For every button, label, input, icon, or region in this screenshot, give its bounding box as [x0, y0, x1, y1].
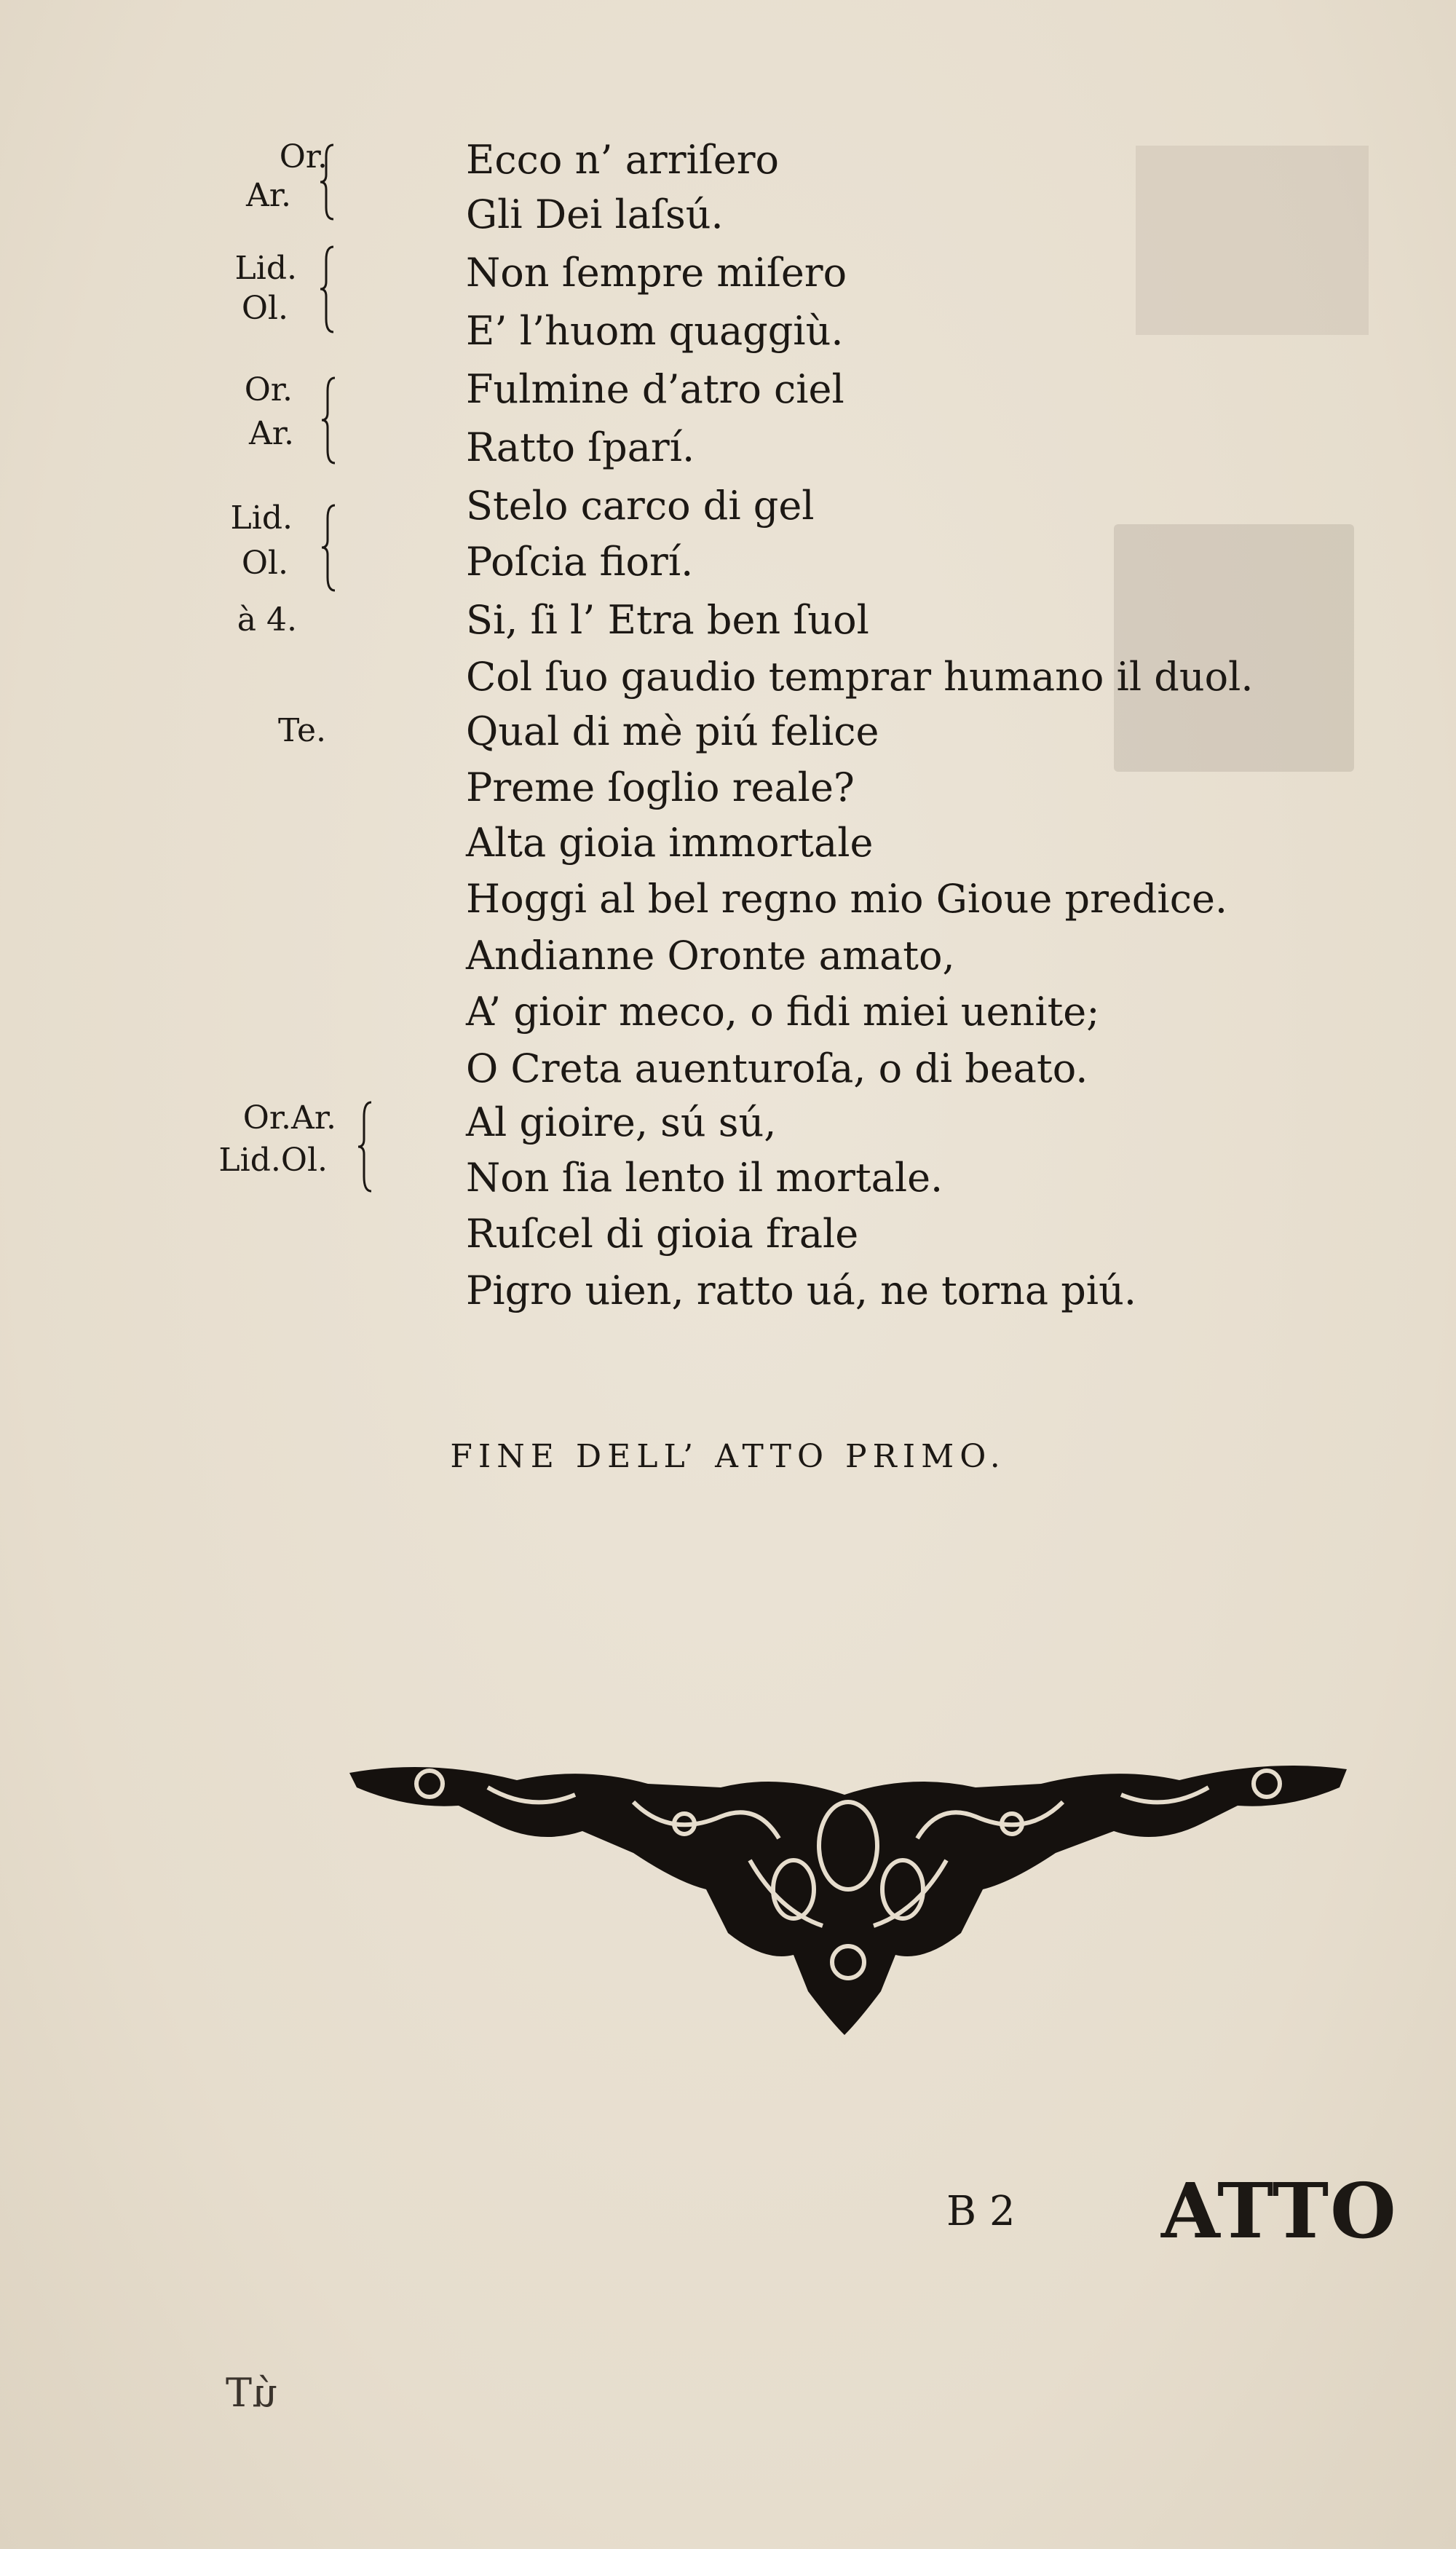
speaker-label: Lid.: [230, 499, 293, 537]
act-end-heading: FINE DELL’ ATTO PRIMO.: [450, 1438, 1006, 1475]
show-through-text: úT: [226, 2370, 277, 2416]
verse-line: E’ l’huom quaggiù.: [466, 308, 844, 354]
speaker-label: Lid.: [234, 250, 297, 287]
brace-icon: [319, 142, 338, 222]
show-through-shadow: [1114, 524, 1354, 772]
speaker-label: Or.: [279, 138, 328, 175]
verse-line: Fulmine d’atro ciel: [466, 366, 844, 412]
speaker-label: Or.Ar.: [242, 1099, 336, 1137]
speaker-label: Lid.Ol.: [218, 1142, 328, 1179]
verse-line: O Creta auenturoſa, o di beato.: [466, 1046, 1088, 1091]
verse-line: Poſcia fiorí.: [466, 539, 694, 585]
speaker-label: Ol.: [241, 290, 288, 327]
verse-line: Ruſcel di gioia frale: [466, 1211, 859, 1257]
speaker-label: Te.: [278, 712, 326, 749]
signature-mark: B 2: [946, 2188, 1016, 2235]
verse-line: Si, ſi l’ Etra ben ſuol: [466, 597, 869, 643]
verse-line: Alta gioia immortale: [466, 820, 874, 866]
speaker-label: Ar.: [249, 415, 294, 452]
verse-line: A’ gioir meco, o fidi miei uenite;: [466, 989, 1100, 1035]
verse-line: Stelo carco di gel: [466, 483, 815, 529]
verse-line: Pigro uien, ratto uá, ne torna piú.: [466, 1268, 1137, 1313]
verse-line: Ecco n’ arriſero: [466, 137, 780, 183]
verse-line: Al gioire, sú sú,: [466, 1099, 777, 1145]
verse-line: Hoggi al bel regno mio Gioue predice.: [466, 876, 1228, 922]
verse-line: Ratto ſparí.: [466, 424, 695, 470]
speaker-label: Or.: [244, 371, 293, 408]
verse-line: Non ſia lento il mortale.: [466, 1155, 943, 1201]
brace-icon: [320, 502, 339, 593]
verse-line: Non ſempre miſero: [466, 250, 847, 296]
verse-line: Preme ſoglio reale?: [466, 764, 855, 810]
verse-line: Col ſuo gaudio temprar humano il duol.: [466, 654, 1254, 700]
brace-icon: [320, 375, 339, 466]
verse-line: Gli Dei laſsú.: [466, 191, 724, 237]
brace-icon: [357, 1099, 376, 1194]
verse-line: Andianne Oronte amato,: [466, 933, 955, 979]
show-through-shadow: [1136, 146, 1369, 335]
speaker-label: Ar.: [246, 177, 291, 214]
ornament-tailpiece-icon: [342, 1744, 1354, 2050]
catchword: ATTO: [1161, 2166, 1398, 2256]
speaker-label: à 4.: [237, 601, 297, 639]
brace-icon: [319, 244, 338, 335]
speaker-label: Ol.: [241, 545, 288, 582]
verse-line: Qual di mè piú felice: [466, 708, 879, 754]
